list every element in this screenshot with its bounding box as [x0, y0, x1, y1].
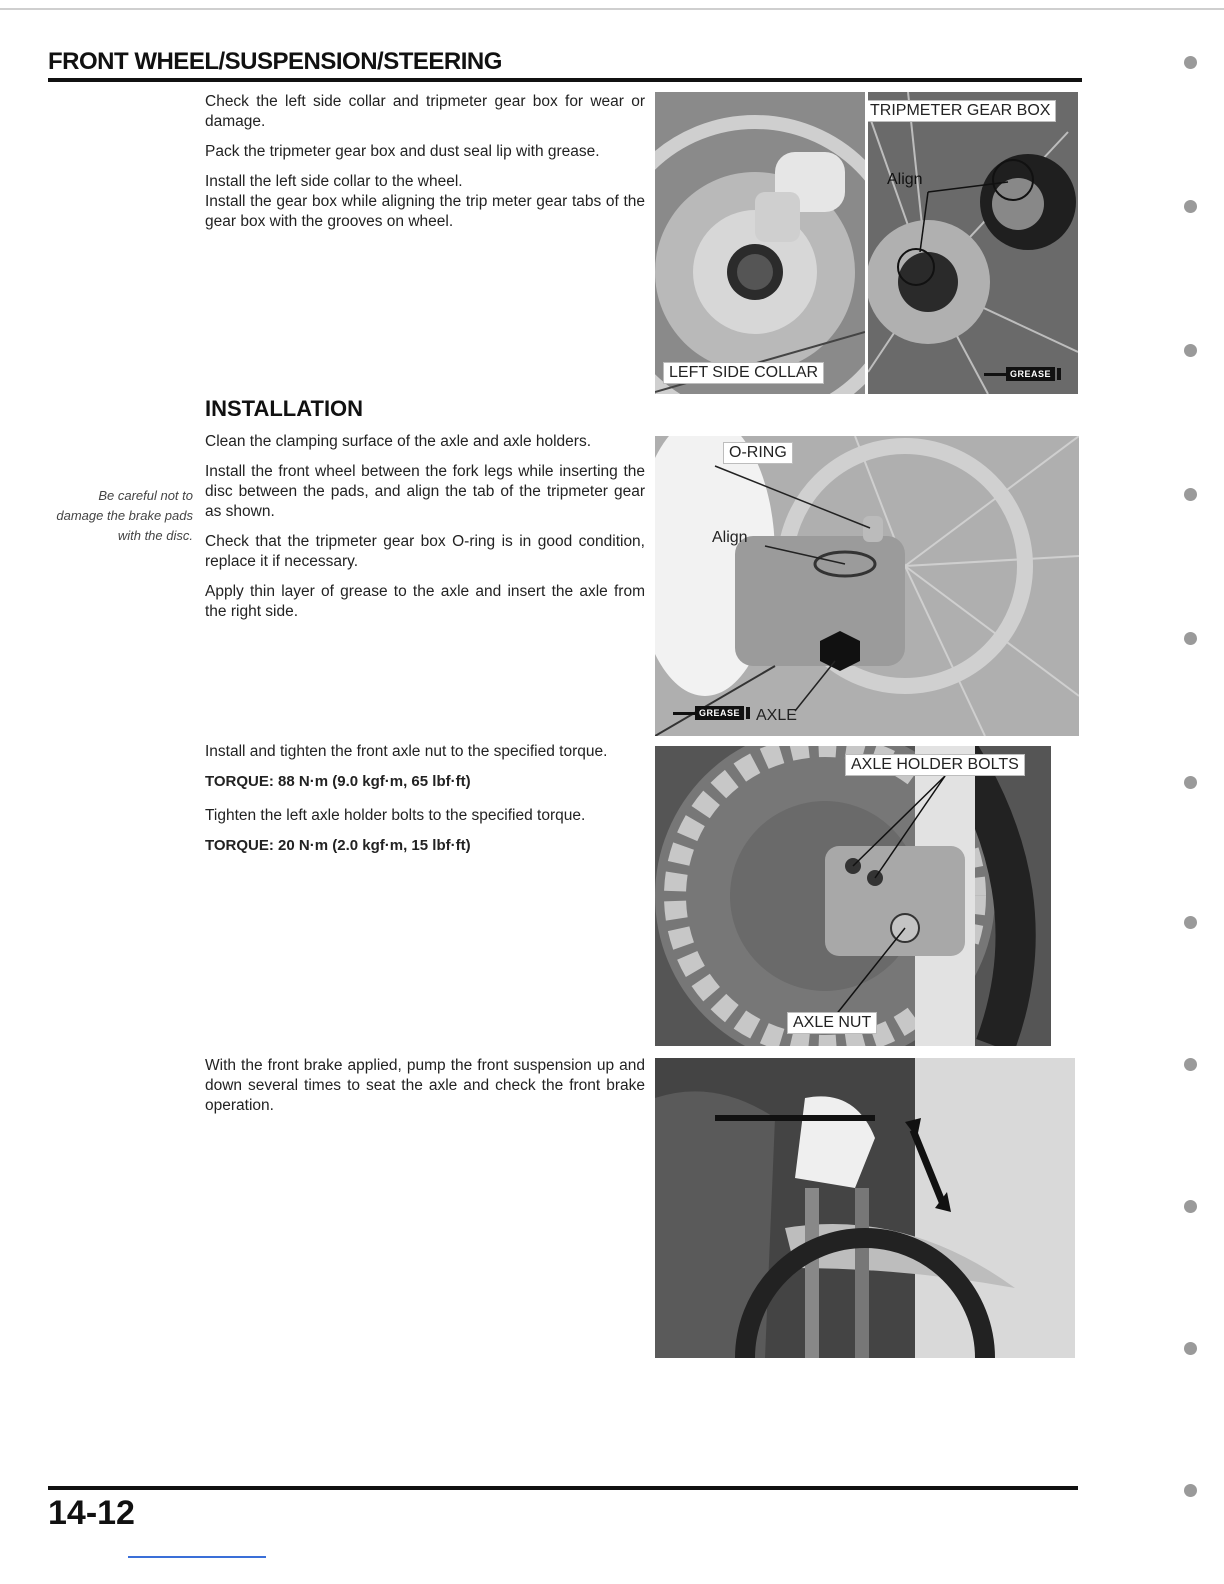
axle-holder-illustration: [655, 746, 1051, 1046]
paragraph-tighten-holder-bolts: Tighten the left axle holder bolts to the specified torque.: [205, 807, 586, 824]
photo-axle-holder-bolts: [655, 746, 1051, 1046]
binder-hole: [1184, 1484, 1197, 1497]
label-axle-holder-bolts: AXLE HOLDER BOLTS: [845, 754, 1025, 776]
label-o-ring: O-RING: [723, 442, 793, 464]
photo-axle-installation: [655, 436, 1079, 736]
photo-tripmeter-gear-box: [868, 92, 1078, 394]
top-edge-rule: [0, 8, 1224, 10]
installation-text-block-1: [205, 432, 645, 632]
binder-hole: [1184, 632, 1197, 645]
torque-spec-axle-nut: TORQUE: 88 N·m (9.0 kgf·m, 65 lbf·ft): [205, 773, 471, 790]
installation-text-block-2: [205, 742, 645, 870]
torque-spec-holder-bolts: TORQUE: 20 N·m (2.0 kgf·m, 15 lbf·ft): [205, 837, 471, 854]
paragraph-tighten-axle-nut: Install and tighten the front axle nut to the specified torque.: [205, 743, 608, 760]
binder-hole: [1184, 1342, 1197, 1355]
paragraph-install-collar: Install the left side collar to the wheel.: [205, 173, 463, 190]
binder-hole: [1184, 1200, 1197, 1213]
paragraph-apply-grease: Apply thin layer of grease to the axle and insert the axle from the right side.: [205, 583, 645, 620]
grease-icon: [984, 367, 1061, 381]
installation-heading: INSTALLATION: [205, 396, 364, 421]
paragraph-pump-suspension: With the front brake applied, pump the front suspension up and down several times to seat the axle and check the front brake operation.: [205, 1057, 645, 1114]
grease-icon: [673, 706, 750, 720]
binder-hole: [1184, 488, 1197, 501]
label-align-gearbox: Align: [887, 171, 923, 188]
binder-hole: [1184, 200, 1197, 213]
axle-illustration: [655, 436, 1079, 736]
motorcycle-illustration: [655, 1058, 1075, 1358]
side-note-caution: Be careful not to damage the brake pads with the disc.: [56, 488, 193, 543]
grease-label: GREASE: [695, 706, 744, 720]
header-rule: [48, 78, 1082, 82]
binder-hole: [1184, 916, 1197, 929]
section-title: FRONT WHEEL/SUSPENSION/STEERING: [48, 48, 502, 75]
footer-rule: [48, 1486, 1078, 1490]
label-left-side-collar: LEFT SIDE COLLAR: [663, 362, 824, 384]
photo-pump-suspension: [655, 1058, 1075, 1358]
bottom-link-mark: [128, 1556, 266, 1558]
installation-text-block-3: [205, 1056, 645, 1126]
binder-hole: [1184, 1058, 1197, 1071]
binder-hole: [1184, 776, 1197, 789]
page-number: 14-12: [48, 1494, 135, 1532]
paragraph-check-collar: Check the left side collar and tripmeter gear box for wear or damage.: [205, 93, 645, 130]
gear-box-illustration: [868, 92, 1078, 394]
paragraph-check-oring: Check that the tripmeter gear box O-ring is in good condition, replace it if necessary.: [205, 533, 645, 570]
paragraph-install-gearbox: Install the gear box while aligning the trip meter gear tabs of the gear box with the grooves on wheel.: [205, 193, 645, 230]
photo-left-side-collar: [655, 92, 865, 394]
binder-hole: [1184, 56, 1197, 69]
paragraph-pack-grease: Pack the tripmeter gear box and dust seal lip with grease.: [205, 143, 600, 160]
paragraph-install-wheel: Install the front wheel between the fork legs while inserting the disc between the pads, and align the tab of the tripmeter gear as shown.: [205, 463, 645, 520]
intro-text: [205, 92, 645, 242]
label-axle: AXLE: [756, 707, 797, 724]
paragraph-clean-clamping: Clean the clamping surface of the axle and axle holders.: [205, 433, 592, 450]
grease-label: GREASE: [1006, 367, 1055, 381]
label-align-tab: Align: [712, 529, 748, 546]
label-axle-nut: AXLE NUT: [787, 1012, 877, 1034]
wheel-hub-illustration: [655, 92, 865, 394]
binder-hole: [1184, 344, 1197, 357]
label-tripmeter-gear-box: TRIPMETER GEAR BOX: [868, 100, 1056, 122]
